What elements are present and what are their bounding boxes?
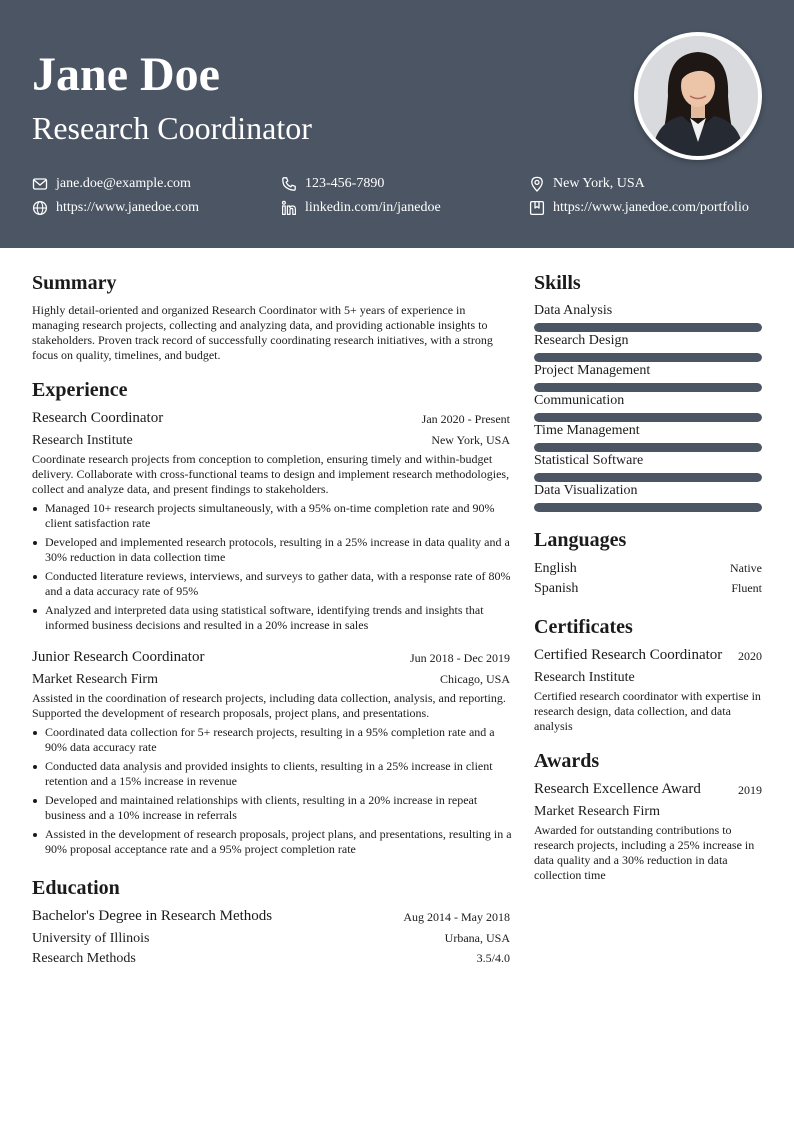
job-title: Research Coordinator <box>32 410 164 426</box>
skill-level-fill <box>534 353 762 362</box>
languages-heading: Languages <box>534 529 627 551</box>
job-bullet: Conducted literature reviews, interviews, and surveys to gather data, with a response rate of 80% and a data accuracy rate of 95% <box>32 569 512 599</box>
certificate-year: 2020 <box>738 649 762 663</box>
job-company: Research Institute <box>32 433 133 448</box>
skill-label: Communication <box>534 393 625 408</box>
skill-level-bar <box>534 443 762 452</box>
profile-photo-image <box>638 36 758 156</box>
contact-website[interactable] <box>32 199 199 217</box>
education-location: Urbana, USA <box>444 931 510 945</box>
skill-label: Research Design <box>534 333 629 348</box>
contact-portfolio[interactable] <box>529 199 749 217</box>
profile-photo <box>634 32 762 160</box>
language-name: English <box>534 561 577 576</box>
education-school: University of Illinois <box>32 931 150 946</box>
job-bullet: Analyzed and interpreted data using statistical software, identifying trends and insights that informed business decisions and resulted in a 20% increase in sales <box>32 603 512 633</box>
candidate-title: Research Coordinator <box>32 110 312 146</box>
language-level: Native <box>730 561 762 575</box>
map-pin-icon <box>529 176 545 192</box>
award-name: Research Excellence Award <box>534 781 701 797</box>
award-description: Awarded for outstanding contributions to research projects, including a 25% increase in data quality and a 30% reduction in data collection time <box>534 823 755 882</box>
job-dates: Jun 2018 - Dec 2019 <box>410 651 510 665</box>
skills-heading: Skills <box>534 272 581 294</box>
skill-label: Data Analysis <box>534 303 613 318</box>
skill-level-fill <box>534 383 762 392</box>
skill-level-bar <box>534 413 762 422</box>
experience-heading: Experience <box>32 379 128 401</box>
skill-level-fill <box>534 473 762 482</box>
phone-icon <box>281 176 297 192</box>
portfolio-text: https://www.janedoe.com/portfolio <box>553 200 749 215</box>
job-location: Chicago, USA <box>440 672 510 686</box>
certificate-issuer: Research Institute <box>534 670 635 685</box>
education-field: Research Methods <box>32 951 136 966</box>
skill-level-bar <box>534 353 762 362</box>
job-bullet: Coordinated data collection for 5+ research projects, resulting in a 95% completion rate and a 90% data accuracy rate <box>32 725 512 755</box>
candidate-name: Jane Doe <box>32 48 220 101</box>
skill-level-bar <box>534 503 762 512</box>
skill-label: Data Visualization <box>534 483 638 498</box>
job-bullet: Developed and maintained relationships with clients, resulting in a 20% increase in repeat business and a 10% increase in referrals <box>32 793 512 823</box>
website-text: https://www.janedoe.com <box>56 200 199 215</box>
skill-level-fill <box>534 443 762 452</box>
job-bullet: Conducted data analysis and provided insights to clients, resulting in a 25% increase in client retention and a 15% increase in revenue <box>32 759 512 789</box>
linkedin-text: linkedin.com/in/janedoe <box>305 200 441 215</box>
job-bullets <box>32 501 512 637</box>
portfolio-icon <box>529 200 545 216</box>
job-company: Market Research Firm <box>32 672 158 687</box>
location-text: New York, USA <box>553 176 645 191</box>
award-issuer: Market Research Firm <box>534 804 660 819</box>
skill-label: Project Management <box>534 363 651 378</box>
contact-location <box>529 175 645 193</box>
skill-level-fill <box>534 503 762 512</box>
skill-level-bar <box>534 383 762 392</box>
linkedin-icon <box>281 200 297 216</box>
certificate-description: Certified research coordinator with expertise in research design, data collection, and data analysis <box>534 689 761 733</box>
skill-label: Time Management <box>534 423 640 438</box>
job-description: Coordinate research projects from conception to completion, ensuring timely and within-budget delivery. Collaborate with cross-functional teams to design and implement research methodologies, collect and analyze data, and present findings to stakeholders. <box>32 452 510 496</box>
skill-level-bar <box>534 473 762 482</box>
awards-heading: Awards <box>534 750 600 772</box>
contact-email[interactable] <box>32 175 191 193</box>
award-year: 2019 <box>738 783 762 797</box>
language-name: Spanish <box>534 581 579 596</box>
contact-linkedin[interactable] <box>281 199 441 217</box>
skill-level-fill <box>534 323 762 332</box>
education-heading: Education <box>32 877 120 899</box>
job-location: New York, USA <box>431 433 510 447</box>
skill-level-fill <box>534 413 762 422</box>
summary-text: Highly detail-oriented and organized Research Coordinator with 5+ years of experience in managing research projects, collecting and analyzing data, and providing actionable insights to stakeholders. Proven track record of successfully coordinating research initiatives, with a strong focus on quality, timelines, and budget. <box>32 303 493 362</box>
certificate-name: Certified Research Coordinator <box>534 647 723 663</box>
globe-icon <box>32 200 48 216</box>
education-degree: Bachelor's Degree in Research Methods <box>32 908 273 924</box>
job-description: Assisted in the coordination of research projects, including data collection, analysis, and reporting. Supported the development of research proposals, project plans, and presentations. <box>32 691 506 720</box>
resume-header <box>0 0 794 248</box>
skill-level-bar <box>534 323 762 332</box>
email-text: jane.doe@example.com <box>56 176 191 191</box>
job-title: Junior Research Coordinator <box>32 649 205 665</box>
job-bullet: Managed 10+ research projects simultaneously, with a 95% on-time completion rate and 90% client satisfaction rate <box>32 501 512 531</box>
job-dates: Jan 2020 - Present <box>421 412 510 426</box>
education-dates: Aug 2014 - May 2018 <box>403 910 510 924</box>
education-gpa: 3.5/4.0 <box>476 951 510 965</box>
job-bullet: Assisted in the development of research proposals, project plans, and presentations, resulting in a 90% proposal acceptance rate and a 95% project completion rate <box>32 827 512 857</box>
certificates-heading: Certificates <box>534 616 633 638</box>
skill-label: Statistical Software <box>534 453 644 468</box>
phone-text: 123-456-7890 <box>305 176 385 191</box>
language-level: Fluent <box>731 581 762 595</box>
contact-phone[interactable] <box>281 175 384 193</box>
summary-heading: Summary <box>32 272 117 294</box>
job-bullet: Developed and implemented research protocols, resulting in a 25% increase in data quality and a 30% reduction in data collection time <box>32 535 512 565</box>
mail-icon <box>32 176 48 192</box>
job-bullets <box>32 725 512 861</box>
